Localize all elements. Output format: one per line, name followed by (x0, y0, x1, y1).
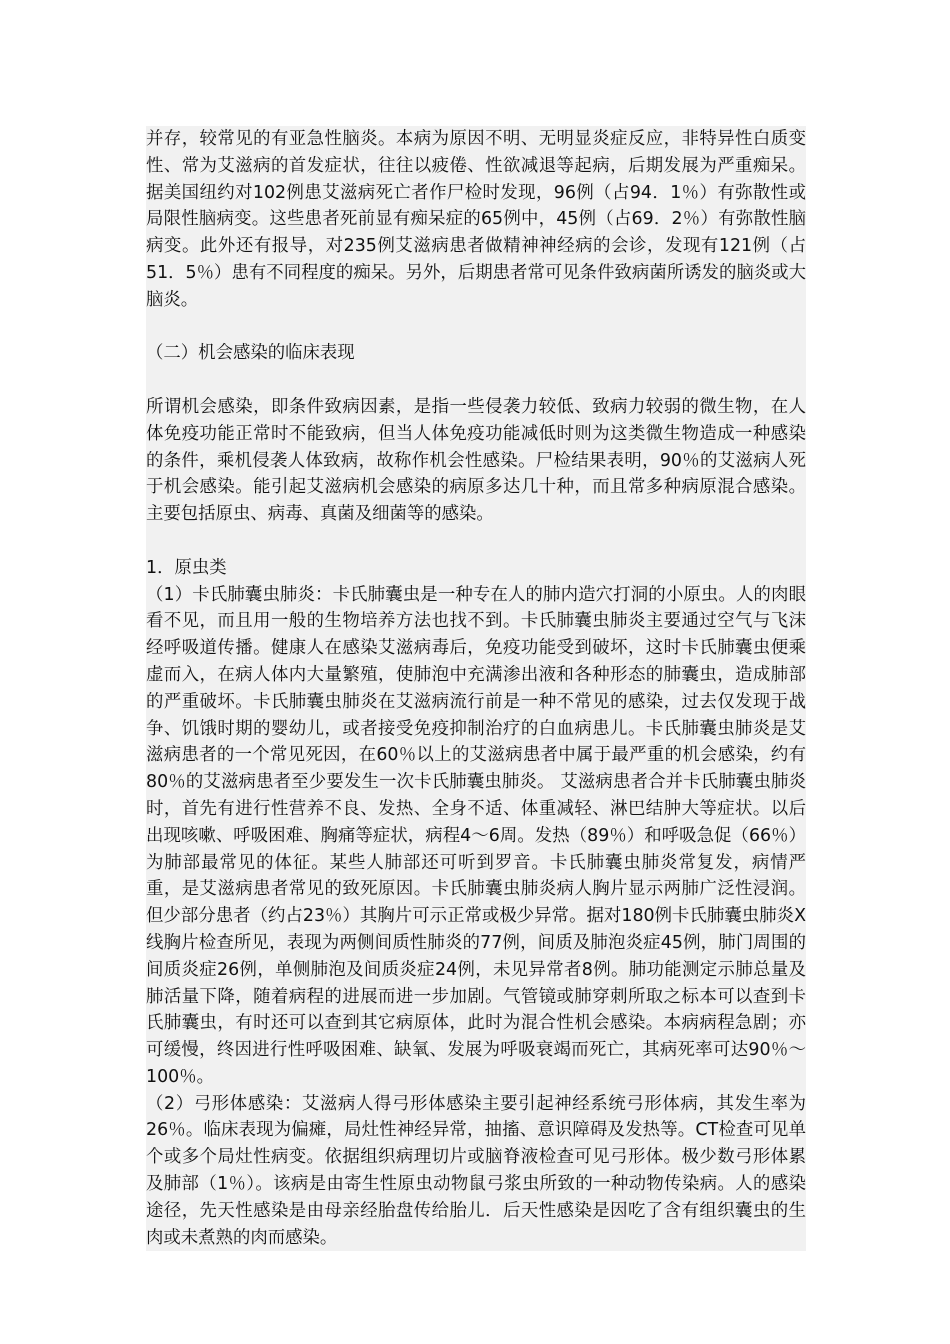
paragraph-toxoplasma: （2）弓形体感染：艾滋病人得弓形体感染主要引起神经系统弓形体病，其发生率为26％。临床表现为偏瘫，局灶性神经异常，抽搐、意识障碍及发热等。CT检查可见单个或多个局灶性病变。依据组织病理切片或脑脊液检查可见弓形体。极少数弓形体累及肺部（1％）。该病是由寄生性原虫动物鼠弓浆虫所致的一种动物传染病。人的感染途径，先天性感染是由母亲经胎盘传给胎儿．后天性感染是因吃了含有组织囊虫的生肉或未煮熟的肉而感染。 (146, 1093, 806, 1248)
paragraph-spacer (146, 528, 806, 555)
paragraph-spacer (146, 367, 806, 394)
paragraph-dementia: 并存，较常见的有亚急性脑炎。本病为原因不明、无明显炎症反应，非特异性白质变性、常为艾滋病的首发症状，往往以疲倦、性欲减退等起病，后期发展为严重痴呆。据美国纽约对102例患艾滋病死亡者作尸检时发现，96例（占94．1％）有弥散性或局限性脑病变。这些患者死前显有痴呆症的65例中，45例（占69．2％）有弥散性脑病变。此外还有报导，对235例艾滋病患者做精神神经病的会诊，发现有121例（占51．5％）患有不同程度的痴呆。另外，后期患者常可见条件致病菌所诱发的脑炎或大脑炎。 (146, 129, 806, 310)
paragraph-pneumocystis: （1）卡氏肺囊虫肺炎：卡氏肺囊虫是一种专在人的肺内造穴打洞的小原虫。人的肉眼看不见，而且用一般的生物培养方法也找不到。卡氏肺囊虫肺炎主要通过空气与飞沫经呼吸道传播。健康人在感染艾滋病毒后，免疫功能受到破坏，这时卡氏肺囊虫便乘虚而入，在病人体内大量繁殖，使肺泡中充满渗出液和各种形态的肺囊虫，造成肺部的严重破坏。卡氏肺囊虫肺炎在艾滋病流行前是一种不常见的感染，过去仅发现于战争、饥饿时期的婴幼儿，或者接受免疫抑制治疗的白血病患儿。卡氏肺囊虫肺炎是艾滋病患者的一个常见死因，在60％以上的艾滋病患者中属于最严重的机会感染，约有80％的艾滋病患者至少要发生一次卡氏肺囊虫肺炎。 艾滋病患者合并卡氏肺囊虫肺炎时，首先有进行性营养不良、发热、全身不适、体重减轻、淋巴结肿大等症状。以后出现咳嗽、呼吸困难、胸痛等症状，病程4～6周。发热（89％）和呼吸急促（66％）为肺部最常见的体征。某些人肺部还可听到罗音。卡氏肺囊虫肺炎常复发，病情严重，是艾滋病患者常见的致死原因。卡氏肺囊虫肺炎病人胸片显示两肺广泛性浸润。但少部分患者（约占23％）其胸片可示正常或极少异常。据对180例卡氏肺囊虫肺炎X线胸片检查所见，表现为两侧间质性肺炎的77例，间质及肺泡炎症45例，肺门周围的间质炎症26例，单侧肺泡及间质炎症24例，未见异常者8例。肺功能测定示肺总量及肺活量下降，随着病程的进展而进一步加剧。气管镜或肺穿刺所取之标本可以查到卡氏肺囊虫，有时还可以查到其它病原体，此时为混合性机会感染。本病病程急剧；亦可缓慢，终因进行性呼吸困难、缺氧、发展为呼吸衰竭而死亡，其病死率可达90％～100％。 (146, 584, 806, 1087)
document-body (146, 126, 806, 1251)
subheading-protozoa: 1．原虫类 (146, 557, 227, 578)
section-heading-opportunistic-infection: （二）机会感染的临床表现 (146, 343, 355, 364)
paragraph-spacer (146, 314, 806, 341)
paragraph-opportunistic-definition: 所谓机会感染，即条件致病因素，是指一些侵袭力较低、致病力较弱的微生物，在人体免疫功能正常时不能致病，但当人体免疫功能减低时则为这类微生物造成一种感染的条件，乘机侵袭人体致病，故称作机会性感染。尸检结果表明，90％的艾滋病人死于机会感染。能引起艾滋病机会感染的病原多达几十种，而且常多种病原混合感染。主要包括原虫、病毒、真菌及细菌等的感染。 (146, 396, 806, 525)
